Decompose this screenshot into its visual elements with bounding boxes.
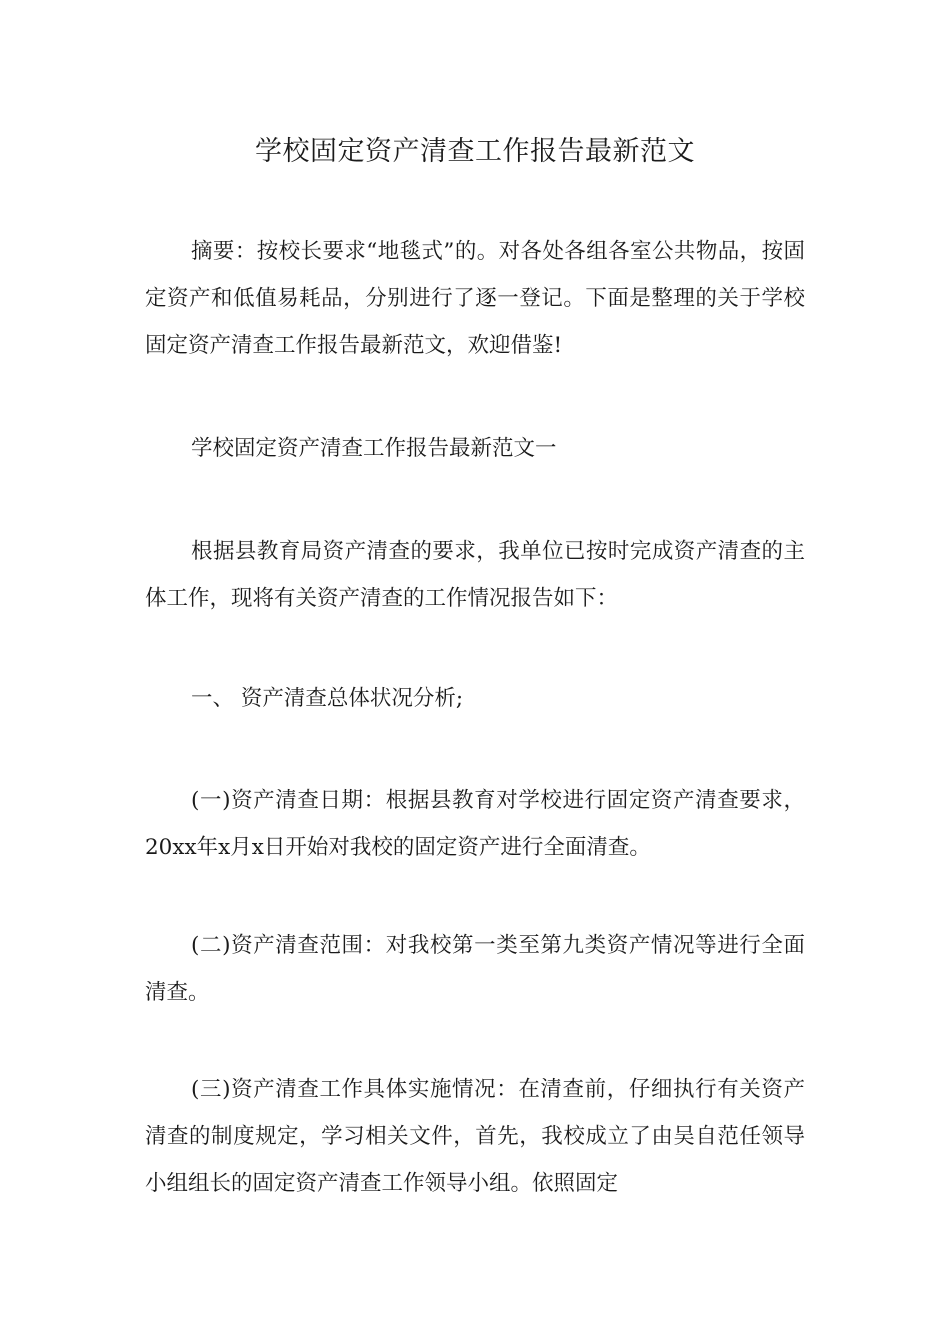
abstract-paragraph: 摘要：按校长要求“地毯式”的。对各处各组各室公共物品，按固定资产和低值易耗品，分别进行了逐一登记。下面是整理的关于学校固定资产清查工作报告最新范文，欢迎借鉴! — [145, 239, 805, 358]
document-title: 学校固定资产清查工作报告最新范文 — [255, 136, 695, 167]
body-paragraph: (三)资产清查工作具体实施情况：在清查前，仔细执行有关资产清查的制度规定，学习相关文件，首先，我校成立了由吴自范任领导小组组长的固定资产清查工作领导小组。依照固定 — [145, 1077, 805, 1196]
body-paragraph: (一)资产清查日期：根据县教育对学校进行固定资产清查要求，20xx年x月x日开始对我校的固定资产进行全面清查。 — [145, 788, 805, 860]
body-paragraph: (二)资产清查范围：对我校第一类至第九类资产情况等进行全面清查。 — [145, 933, 805, 1005]
section-heading: 学校固定资产清查工作报告最新范文一 — [191, 436, 557, 461]
subsection-heading: 一、 资产清查总体状况分析; — [191, 686, 464, 711]
body-paragraph: 根据县教育局资产清查的要求，我单位已按时完成资产清查的主体工作，现将有关资产清查的工作情况报告如下： — [145, 539, 805, 611]
